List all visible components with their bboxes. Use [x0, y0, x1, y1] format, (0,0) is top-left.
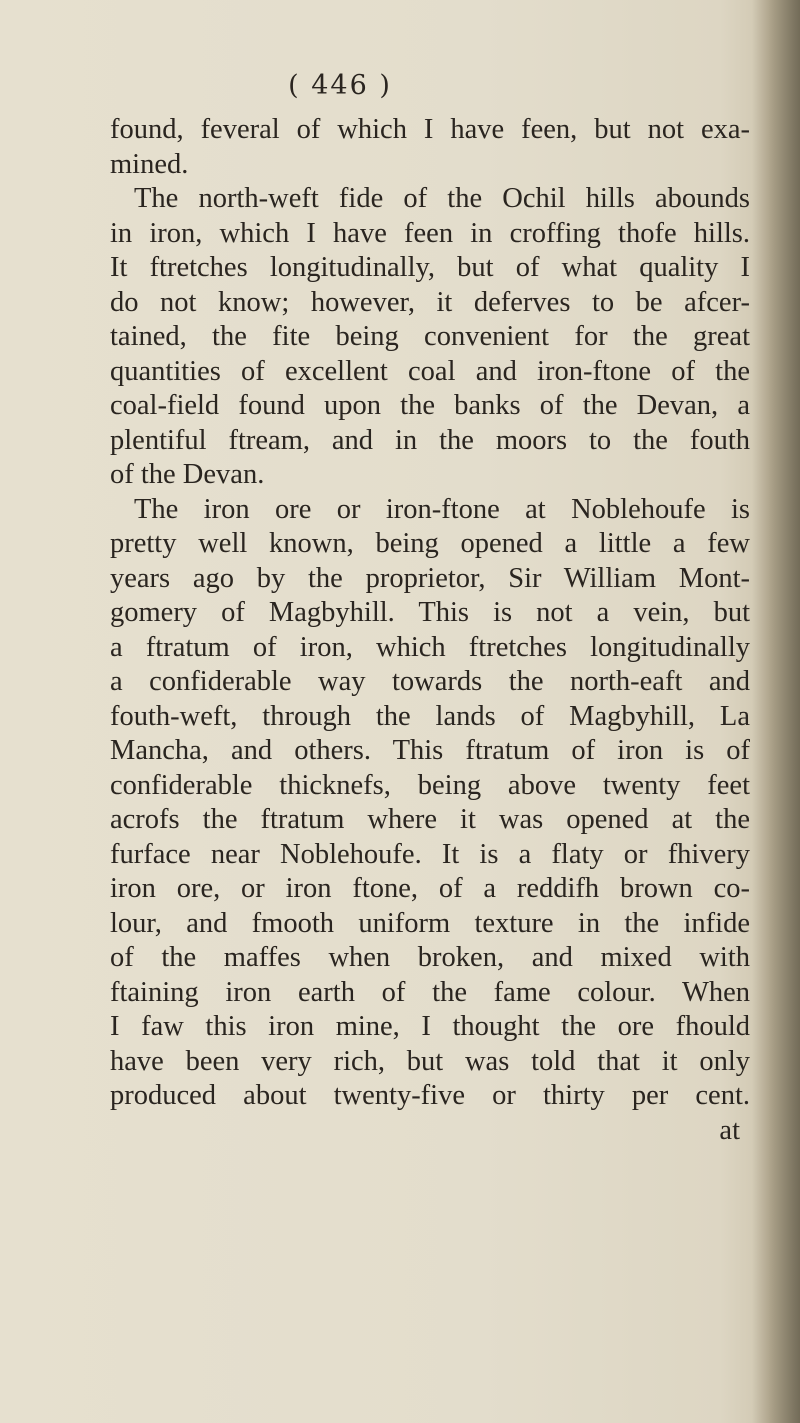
text-line: furface near Noblehoufe. It is a flaty or fhivery: [110, 838, 750, 870]
body-text: [110, 113, 750, 1148]
text-line: coal-field found upon the banks of the Devan, a: [110, 390, 750, 421]
page-number-text: ( 446 ): [288, 70, 392, 101]
text-line: The north-weft fide of the Ochil hills abounds: [134, 183, 750, 214]
text-line: gomery of Magbyhill. This is not a vein, but: [110, 597, 750, 628]
text-line: confiderable thicknefs, being above twenty feet: [110, 769, 750, 801]
text-line: mined.: [110, 148, 189, 180]
text-line: of the Devan.: [110, 459, 265, 490]
text-line: have been very rich, but was told that it only: [110, 1045, 750, 1077]
text-line: quantities of excellent coal and iron-ftone of the: [110, 355, 750, 387]
text-line: iron ore, or iron ftone, of a reddifh brown co-: [110, 873, 750, 904]
text-line: produced about twenty-five or thirty per cent.: [110, 1080, 750, 1111]
text-line: It ftretches longitudinally, but of what quality I: [110, 252, 750, 283]
text-line: acrofs the ftratum where it was opened at the: [110, 804, 750, 835]
text-line: plentiful ftream, and in the moors to the fouth: [110, 424, 750, 456]
text-line: fouth-weft, through the lands of Magbyhill, La: [110, 700, 750, 732]
text-line: pretty well known, being opened a little a few: [110, 528, 750, 559]
text-line: found, feveral of which I have feen, but not exa-: [110, 114, 750, 145]
text-line: The iron ore or iron-ftone at Noblehoufe is: [134, 493, 750, 525]
text-line: ftaining iron earth of the fame colour. When: [110, 976, 750, 1008]
text-line: a confiderable way towards the north-eaft and: [110, 666, 750, 697]
text-line: Mancha, and others. This ftratum of iron is of: [110, 735, 750, 766]
text-line: do not know; however, it deferves to be afcer-: [110, 286, 750, 318]
page-edge-shadow: [752, 0, 800, 1423]
text-line: years ago by the proprietor, Sir William Mont-: [110, 562, 750, 594]
text-line: lour, and fmooth uniform texture in the infide: [110, 907, 750, 939]
text-line: in iron, which I have feen in croffing thofe hills.: [110, 217, 750, 249]
text-line: tained, the fite being convenient for the great: [110, 321, 750, 352]
text-line: of the maffes when broken, and mixed with: [110, 942, 750, 973]
text-line: a ftratum of iron, which ftretches longitudinally: [110, 631, 750, 663]
text-line: I faw this iron mine, I thought the ore fhould: [110, 1011, 750, 1042]
page-number: [0, 70, 800, 101]
catchword: at: [719, 1114, 740, 1146]
